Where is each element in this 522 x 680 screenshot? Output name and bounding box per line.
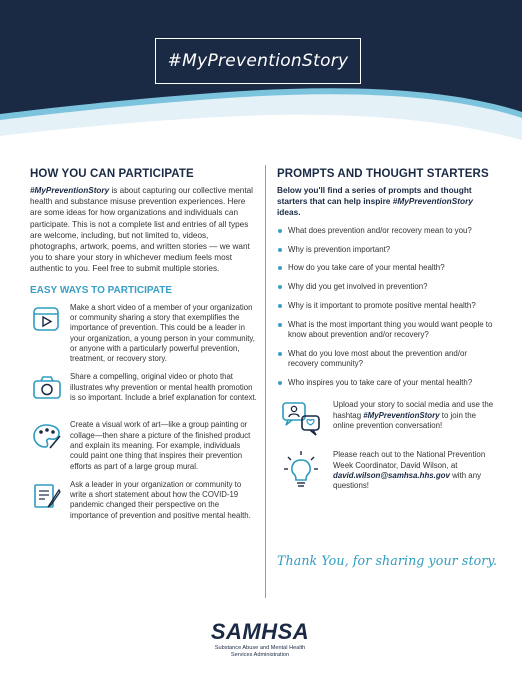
prompt-text: What does prevention and/or recovery mean to you? xyxy=(288,226,472,235)
prompt-item xyxy=(277,245,495,255)
prompt-item xyxy=(277,263,495,273)
logo-fullname-line1: Substance Abuse and Mental Health xyxy=(214,645,306,651)
hashtag-banner: #MyPreventionStory xyxy=(155,38,361,84)
prompt-item xyxy=(277,301,495,311)
left-column xyxy=(30,168,258,529)
bullet-icon xyxy=(278,323,282,327)
prompt-text: Why is it important to promote positive mental health? xyxy=(288,300,476,310)
way-text: Create a visual work of art—like a group painting or collage—then share a picture of the finished product and explain its meaning. For example, individuals could paint one thing that inspires their prevention efforts as part of a large group mural. xyxy=(70,420,251,471)
prompts-intro xyxy=(277,185,495,218)
prompt-item xyxy=(277,378,495,388)
contact-text xyxy=(333,450,495,492)
video-icon xyxy=(30,303,64,343)
prompt-text: How do you take care of your mental health? xyxy=(288,263,445,273)
prompt-text: What do you love most about the prevention and/or recovery community? xyxy=(288,348,467,369)
contact-block xyxy=(277,450,495,492)
prompt-text: What is the most important thing you would want people to know about prevention and/or recovery? xyxy=(288,319,493,339)
prompt-text: Who inspires you to take care of your mental health? xyxy=(288,377,473,387)
bullet-icon xyxy=(278,381,282,385)
bullet-icon xyxy=(278,304,282,308)
prompts-intro-end: ideas. xyxy=(277,207,301,217)
hashtag-text: #MyPreventionStory xyxy=(30,186,110,195)
prompts-intro-text: Below you'll find a series of prompts and thought starters that can help inspire xyxy=(277,185,472,206)
column-divider xyxy=(265,165,266,598)
way-item xyxy=(30,420,258,471)
logo-fullname-line2: Services Administration xyxy=(230,651,290,658)
logo-name: SAMHSA xyxy=(210,619,310,644)
upload-text-b: to join the online prevention conversation! xyxy=(333,410,477,430)
upload-text xyxy=(333,400,495,431)
way-text: Ask a leader in your organization or community to write a short statement about how the COVID-19 pandemic changed their perspective on the importance of prevention and positive mental health. xyxy=(70,479,251,520)
email-link[interactable]: david.wilson@samhsa.hhs.gov xyxy=(333,470,450,480)
contact-text-a: Please reach out to the National Prevention Week Coordinator, David Wilson, at xyxy=(333,450,486,470)
bullet-icon xyxy=(278,285,282,289)
prompt-text: Why is prevention important? xyxy=(288,244,391,254)
social-media-icon xyxy=(277,400,325,438)
bullet-icon xyxy=(278,352,282,356)
way-text: Share a compelling, original video or photo that illustrates why prevention or mental health promotion is so important. Include a brief explanation for context. xyxy=(70,372,257,402)
header xyxy=(0,0,522,140)
prompt-item xyxy=(277,226,495,236)
way-item xyxy=(30,480,258,521)
prompts-heading: PROMPTS AND THOUGHT STARTERS xyxy=(277,168,489,180)
bullet-icon xyxy=(278,229,282,233)
upload-block xyxy=(277,400,495,438)
prompt-text: Why did you get involved in prevention? xyxy=(288,282,428,292)
right-column xyxy=(277,168,495,492)
camera-icon xyxy=(30,372,64,412)
palette-icon xyxy=(30,420,64,460)
way-text: Make a short video of a member of your organization or community sharing a story that exemplifies the importance of prevention. This could be a leader in your organization, a young person in your community, or anyone with a particularly powerful prevention, treatment, or recovery story. xyxy=(70,302,255,364)
contact-text-b: with any questions! xyxy=(333,470,482,491)
thank-you-text: Thank You, for sharing your story. xyxy=(277,553,498,568)
bullet-icon xyxy=(278,248,282,252)
easy-ways-heading: EASY WAYS TO PARTICIPATE xyxy=(30,284,173,296)
bullet-icon xyxy=(278,266,282,270)
prompt-list xyxy=(277,226,495,388)
way-item xyxy=(30,372,258,412)
upload-text-a: Upload your story to social media and use the hashtag xyxy=(333,400,494,420)
participate-heading: HOW YOU CAN PARTICIPATE xyxy=(30,168,194,180)
pencil-paper-icon xyxy=(30,480,64,520)
way-item xyxy=(30,303,258,365)
prompt-item xyxy=(277,320,495,341)
samhsa-logo xyxy=(180,619,340,658)
hashtag-text: #MyPreventionStory xyxy=(392,196,473,206)
hashtag-text: #MyPreventionStory xyxy=(363,410,440,420)
participate-intro xyxy=(30,185,258,275)
prompt-item xyxy=(277,282,495,292)
prompt-item xyxy=(277,349,495,370)
lightbulb-icon xyxy=(277,450,325,490)
intro-text: is about capturing our collective mental health and substance misuse prevention experiences. Here are some ideas for how organizations and individuals can participate. This is not a complete list and entries of all types are welcome, including, but not limited to, videos, photographs, artwork, poems, and written stories — we want you to share your story in whichever medium feels most authentic to you. Feel free to submit multiple stories. xyxy=(30,186,253,274)
